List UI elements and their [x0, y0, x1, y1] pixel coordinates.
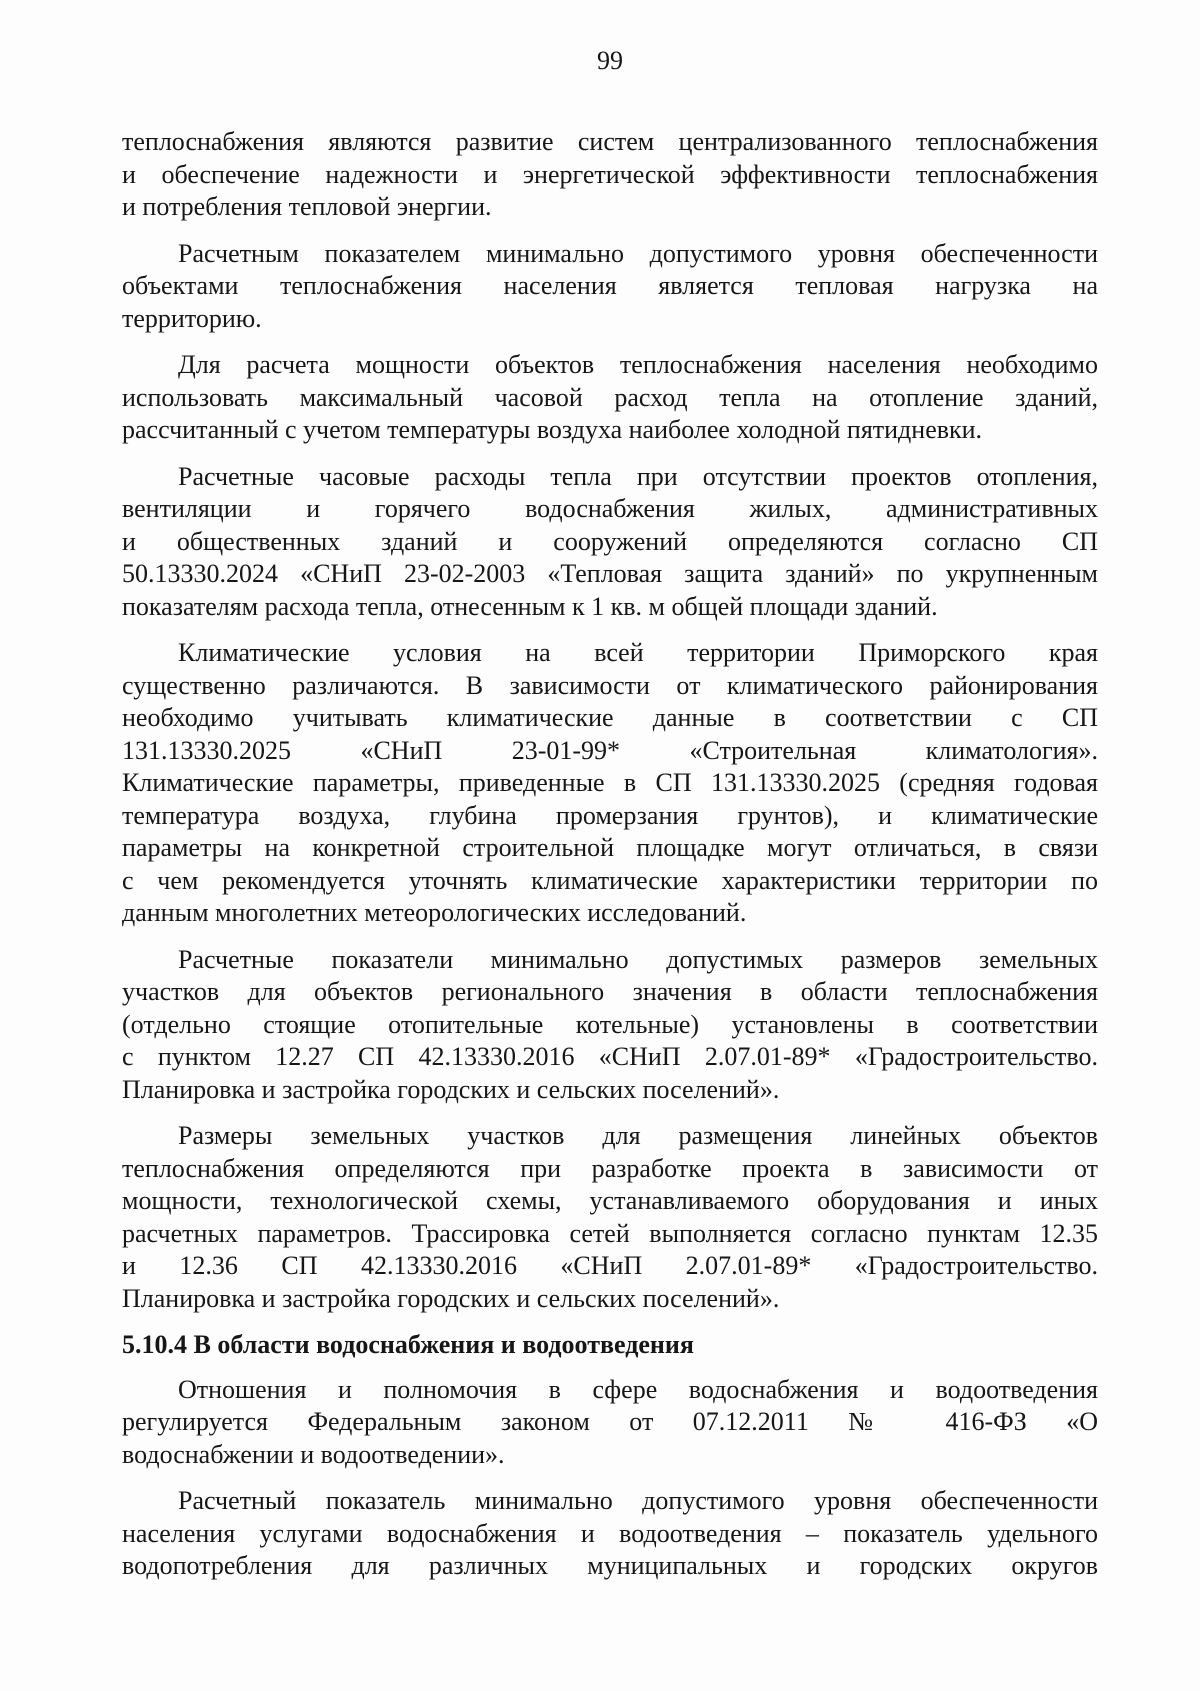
paragraph-line: территорию. — [122, 303, 262, 333]
paragraph-line: участков для объектов регионального значения в области теплоснабжения — [122, 977, 1098, 1006]
paragraph-line: объектами теплоснабжения населения является тепловая нагрузка на — [122, 271, 1098, 300]
paragraph-line: использовать максимальный часовой расход тепла на отопление зданий, — [122, 382, 1098, 412]
paragraph-line: водопотребления для различных муниципальных и городских округов — [122, 1551, 1098, 1580]
paragraph-line: населения услугами водоснабжения и водоотведения – показатель удельного — [122, 1518, 1098, 1548]
paragraph-line: водоснабжении и водоотведении». — [122, 1439, 505, 1469]
paragraph-line: Планировка и застройка городских и сельских поселений». — [122, 1074, 780, 1104]
paragraph-line: Климатические параметры, приведенные в СП 131.13330.2025 (средняя годовая — [122, 768, 1098, 797]
paragraph-line: необходимо учитывать климатические данные в соответствии с СП — [122, 703, 1098, 732]
page-content — [122, 126, 1098, 1597]
paragraph — [122, 1120, 1098, 1315]
paragraph-line: Расчетные часовые расходы тепла при отсутствии проектов отопления, — [178, 461, 1098, 491]
paragraph — [122, 238, 1098, 336]
paragraph-line: Расчетным показателем минимально допустимого уровня обеспеченности — [178, 238, 1098, 268]
paragraph-line: с чем рекомендуется уточнять климатические характеристики территории по — [122, 865, 1098, 895]
paragraph — [122, 349, 1098, 447]
paragraph-line: и потребления тепловой энергии. — [122, 192, 492, 221]
paragraph-line: Климатические условия на всей территории Приморского края — [178, 638, 1098, 667]
paragraph-line: теплоснабжения являются развитие систем централизованного теплоснабжения — [122, 127, 1098, 156]
paragraph-line: вентиляции и горячего водоснабжения жилых, административных — [122, 494, 1098, 523]
paragraph — [122, 1374, 1098, 1472]
page-number: 99 — [597, 46, 623, 75]
section-heading: 5.10.4 В области водоснабжения и водоотведения — [122, 1330, 694, 1359]
paragraph-line: с пунктом 12.27 СП 42.13330.2016 «СНиП 2.07.01-89* «Градостроительство. — [122, 1042, 1098, 1071]
paragraphs-after-heading — [122, 1374, 1098, 1583]
paragraph — [122, 126, 1098, 224]
paragraph-line: рассчитанный с учетом температуры воздуха наиболее холодной пятидневки. — [122, 415, 983, 444]
paragraph-line: и общественных зданий и сооружений определяются согласно СП — [122, 526, 1098, 556]
paragraph-line: параметры на конкретной строительной площадке могут отличаться, в связи — [122, 833, 1098, 862]
paragraph-line: 50.13330.2024 «СНиП 23-02-2003 «Тепловая защита зданий» по укрупненным — [122, 559, 1098, 588]
paragraph-line: и 12.36 СП 42.13330.2016 «СНиП 2.07.01-89* «Градостроительство. — [122, 1251, 1098, 1280]
paragraph — [122, 637, 1098, 930]
paragraph-line: Отношения и полномочия в сфере водоснабжения и водоотведения — [178, 1374, 1098, 1404]
paragraph-line: мощности, технологической схемы, устанавливаемого оборудования и иных — [122, 1186, 1098, 1215]
paragraph-line: регулируется Федеральным законом от 07.12.2011 № 416-ФЗ «О — [122, 1407, 1098, 1436]
paragraph-line: существенно различаются. В зависимости от климатического районирования — [122, 670, 1098, 700]
paragraph-line: расчетных параметров. Трассировка сетей выполняется согласно пунктам 12.35 — [122, 1218, 1098, 1248]
paragraph-line: Расчетный показатель минимально допустимого уровня обеспеченности — [178, 1486, 1098, 1515]
paragraphs-before-heading — [122, 126, 1098, 1315]
paragraph-line: температура воздуха, глубина промерзания грунтов), и климатические — [122, 800, 1098, 830]
paragraph-line: 131.13330.2025 «СНиП 23-01-99* «Строительная климатология». — [122, 735, 1098, 765]
paragraph-line: (отдельно стоящие отопительные котельные) установлены в соответствии — [122, 1009, 1098, 1039]
paragraph-line: теплоснабжения определяются при разработке проекта в зависимости от — [122, 1153, 1098, 1183]
paragraph-line: и обеспечение надежности и энергетической эффективности теплоснабжения — [122, 159, 1098, 189]
paragraph-line: показателям расхода тепла, отнесенным к 1 кв. м общей площади зданий. — [122, 591, 938, 621]
paragraph-line: данным многолетних метеорологических исследований. — [122, 898, 747, 927]
paragraph-line: Размеры земельных участков для размещения линейных объектов — [178, 1121, 1098, 1150]
paragraph — [122, 944, 1098, 1107]
paragraph-line: Для расчета мощности объектов теплоснабжения населения необходимо — [178, 350, 1098, 379]
paragraph-line: Расчетные показатели минимально допустимых размеров земельных — [178, 944, 1098, 974]
paragraph — [122, 1485, 1098, 1583]
paragraph — [122, 461, 1098, 624]
paragraph-line: Планировка и застройка городских и сельских поселений». — [122, 1283, 780, 1313]
